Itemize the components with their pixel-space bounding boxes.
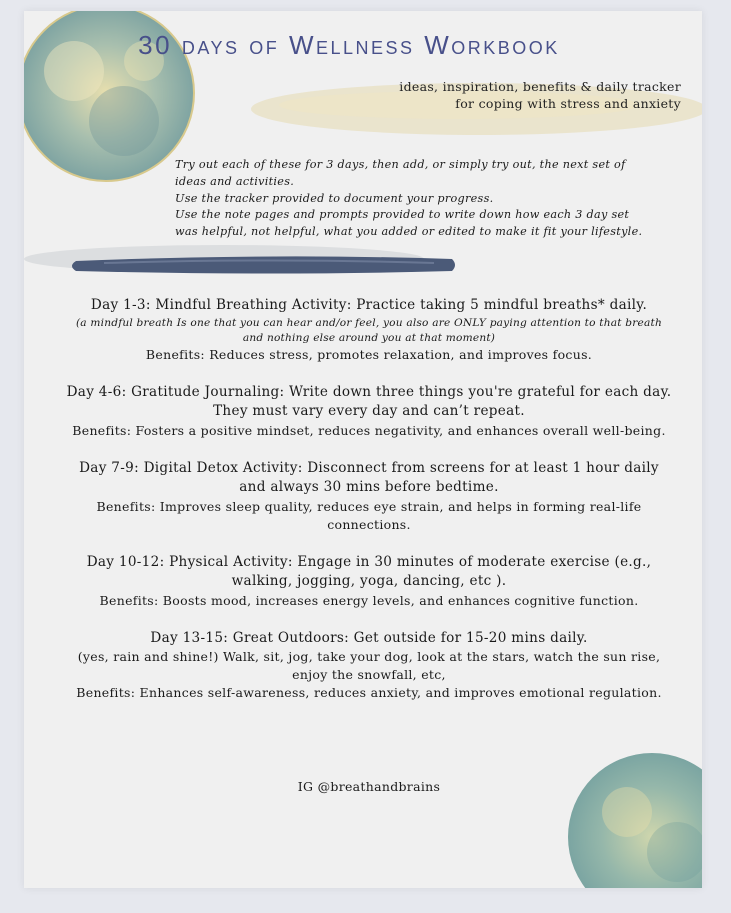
activity-heading: Day 1-3: Mindful Breathing Activity: Practice taking 5 mindful breaths* daily. (90, 297, 648, 313)
activity-section (64, 629, 674, 703)
instruction-line: Use the tracker provided to document your progress. (175, 191, 494, 205)
instruction-line: ideas and activities. (175, 174, 295, 188)
activity-heading: Day 4-6: Gratitude Journaling: Write down three things you're grateful for each day. They must vary every day and can’t repeat. (66, 383, 672, 419)
activity-benefits: Benefits: Improves sleep quality, reduces eye strain, and helps in forming real-life connections. (96, 498, 642, 532)
activity-benefits: Benefits: Reduces stress, promotes relaxation, and improves focus. (145, 346, 593, 362)
instructions (175, 157, 685, 241)
activity-heading: Day 10-12: Physical Activity: Engage in 30 minutes of moderate exercise (e.g., walking, jogging, yoga, dancing, etc ). (86, 553, 652, 589)
activity-section (64, 296, 674, 364)
workbook-page (24, 11, 702, 888)
footer-handle: IG @breathandbrains (297, 779, 441, 794)
activity-section (64, 383, 674, 440)
activity-section (64, 459, 674, 534)
activity-benefits: Benefits: Boosts mood, increases energy levels, and enhances cognitive function. (99, 592, 639, 608)
instruction-line: was helpful, not helpful, what you added or edited to make it fit your lifestyle. (175, 225, 643, 239)
activity-note: (yes, rain and shine!) Walk, sit, jog, take your dog, look at the stars, watch the sun rise, enjoy the snowfall, etc, (77, 649, 661, 682)
subtitle-line: ideas, inspiration, benefits & daily tracker (399, 79, 681, 94)
activity-benefits: Benefits: Fosters a positive mindset, reduces negativity, and enhances overall well-being. (72, 422, 666, 438)
activity-list (64, 296, 674, 721)
activity-heading: Day 13-15: Great Outdoors: Get outside for 15-20 mins daily. (150, 629, 588, 646)
navy-brush-stroke-icon (24, 241, 494, 301)
activity-heading: Day 7-9: Digital Detox Activity: Disconnect from screens for at least 1 hour daily and always 30 mins before bedtime. (79, 459, 659, 495)
subtitle (399, 78, 681, 112)
activity-benefits: Benefits: Enhances self-awareness, reduces anxiety, and improves emotional regulation. (76, 685, 662, 700)
subtitle-line: for coping with stress and anxiety (455, 96, 681, 111)
instruction-line: Try out each of these for 3 days, then add, or simply try out, the next set of (175, 158, 626, 171)
activity-section (64, 553, 674, 610)
activity-note: (a mindful breath Is one that you can hear and/or feel, you also are ONLY paying attention to that breath and nothing else around you at that moment) (75, 316, 663, 344)
instruction-line: Use the note pages and prompts provided to write down how each 3 day set (175, 208, 630, 222)
page-title: 30 days of Wellness Workbook (138, 30, 560, 60)
bottom-right-glitter-circle-icon (567, 752, 702, 888)
